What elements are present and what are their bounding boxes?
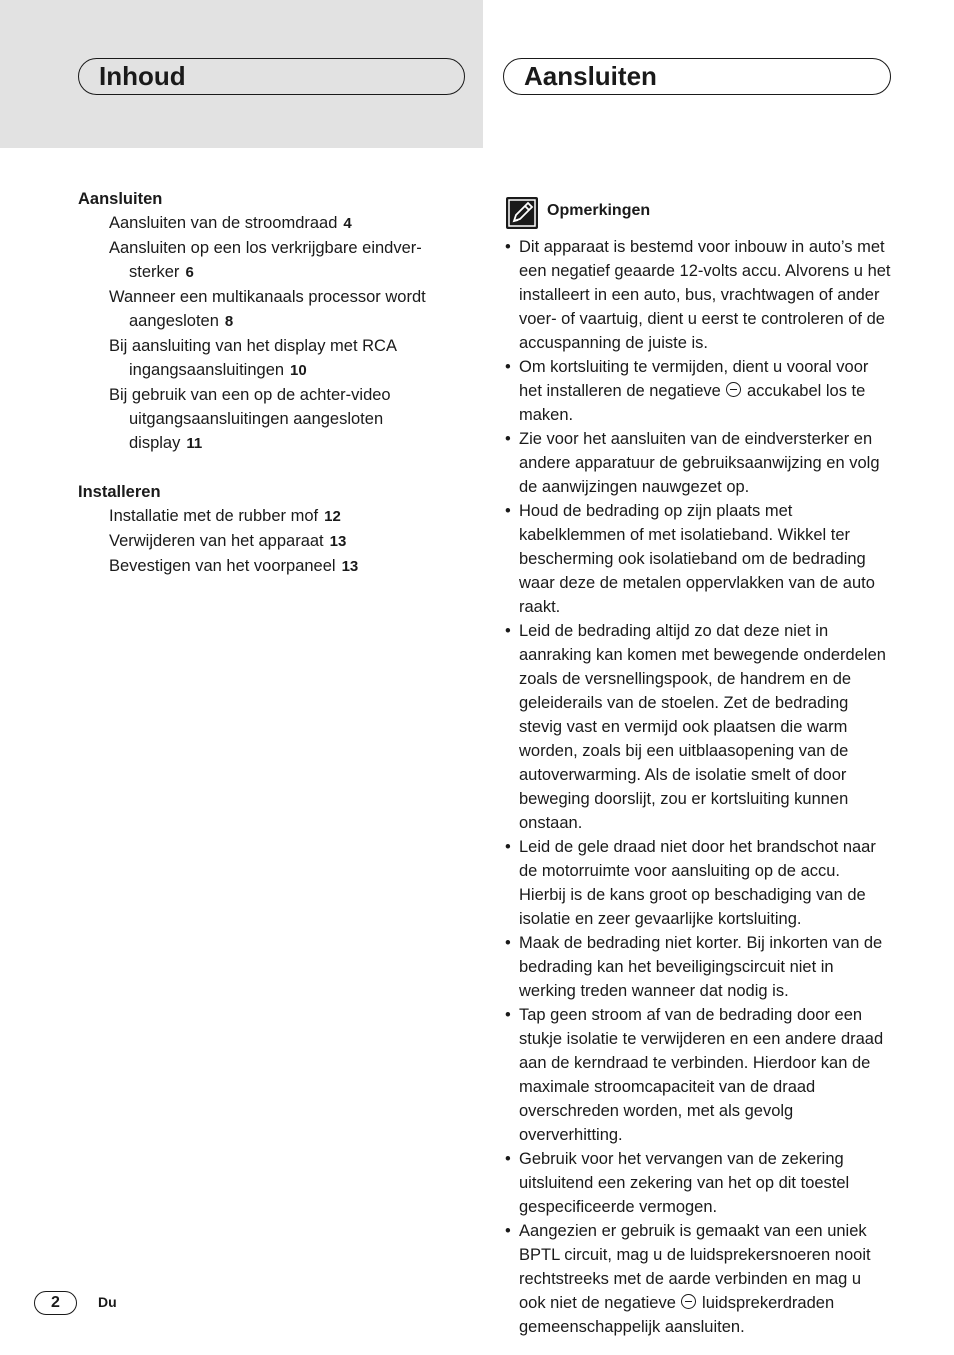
toc-entry-line: Verwijderen van het apparaat: [109, 532, 324, 550]
language-code: Du: [98, 1294, 117, 1310]
note-item: • Leid de bedrading altijd zo dat deze niet in aanraking kan komen met bewegende onderdelen zoals de versnellingspook, de handrem en de geleiderails van de stoelen. Zet de bedrading stevig vast en vermijd ook plaatsen die warm worden, zoals bij een uitblaasopening van de autoverwarming. Als de isolatie smelt of door beweging doorslijt, zou er kortsluiting kunnen onstaan.: [505, 619, 891, 835]
note-item: • Houd de bedrading op zijn plaats met kabelklemmen of met isolatieband. Wikkel ter bescherming ook isolatieband om de bedrading waar deze de metalen oppervlakken van de auto raakt.: [505, 499, 891, 619]
note-item: • Leid de gele draad niet door het brandschot naar de motorruimte voor aansluiting op de accu. Hierbij is de kans groot op beschadiging van de isolatie en zeer gevaarlijke kortsluiting.: [505, 835, 891, 931]
toc-section-title: Aansluiten: [78, 190, 163, 208]
toc-page-number: 6: [185, 264, 194, 281]
toc-entry[interactable]: [78, 504, 473, 529]
note-item: • Gebruik voor het vervangen van de zekering uitsluitend een zekering van het op dit toestel gespecificeerde vermogen.: [505, 1147, 891, 1219]
toc-entry-line: Aansluiten van de stroomdraad: [109, 214, 338, 232]
page-number: 2: [34, 1291, 77, 1315]
note-item: • Tap geen stroom af van de bedrading door een stukje isolatie te verwijderen en een andere draad aan de kerndraad te verbinden. Hierdoor kan de maximale stroomcapaciteit van de draad overschreden worden, met als gevolg oververhitting.: [505, 1003, 891, 1147]
toc-entry-line: ingangsaansluitingen: [129, 361, 285, 379]
section-title-aansluiten: Aansluiten: [503, 58, 891, 95]
note-text: accukabel los te maken.: [519, 382, 866, 424]
note-item: • Zie voor het aansluiten van de eindversterker en andere apparatuur de gebruiksaanwijzing en volg de aanwijzingen nauwgezet op.: [505, 427, 891, 499]
toc-page-number: 4: [343, 215, 352, 232]
toc-entry[interactable]: [78, 554, 473, 579]
notes-title: Opmerkingen: [547, 202, 651, 219]
note-item: [505, 355, 891, 427]
toc-page-number: 13: [341, 558, 359, 575]
toc-entry[interactable]: [78, 285, 473, 334]
pencil-icon: [506, 197, 538, 229]
toc-entry-line: Bevestigen van het voorpaneel: [109, 557, 336, 575]
note-item: • Maak de bedrading niet korter. Bij inkorten van de bedrading kan het beveiligingscircuit niet in werking treden wanneer dat nodig is.: [505, 931, 891, 1003]
toc-section: [78, 480, 473, 579]
toc-entry-line: aangesloten: [129, 312, 219, 330]
note-text: Om kortsluiting te vermijden, dient u vooral voor het installeren de negatieve: [519, 358, 869, 400]
toc-entry[interactable]: [78, 236, 473, 285]
toc-section-title: Installeren: [78, 483, 161, 501]
toc-entry-line: Bij gebruik van een op de achter-video: [109, 386, 391, 404]
notes-list: [505, 235, 891, 1339]
note-item: • Dit apparaat is bestemd voor inbouw in auto’s met een negatief geaarde 12-volts accu. Alvorens u het installeert in een auto, bus, vrachtwagen of ander voer- of vaartuig, dient u eerst te controleren of de accuspanning de juiste is.: [505, 235, 891, 355]
toc-entry-line: sterker: [129, 263, 180, 281]
toc-page-number: 11: [186, 435, 203, 452]
toc-entry-line: Bij aansluiting van het display met RCA: [109, 337, 397, 355]
toc-page-number: 13: [329, 533, 347, 550]
note-text: luidsprekerdraden gemeenschappelijk aansluiten.: [519, 1294, 835, 1336]
toc-entry-line: display: [129, 434, 181, 452]
toc-entry-line: Installatie met de rubber mof: [109, 507, 319, 525]
toc-entry-line: uitgangsaansluitingen aangesloten: [129, 410, 384, 428]
toc-entry[interactable]: [78, 529, 473, 554]
table-of-contents: [78, 187, 473, 579]
toc-section: [78, 187, 473, 456]
toc-entry[interactable]: [78, 383, 473, 456]
negative-terminal-icon: [681, 1294, 696, 1309]
toc-entry[interactable]: [78, 211, 473, 236]
toc-page-number: 10: [290, 362, 307, 379]
note-item: [505, 1219, 891, 1339]
toc-entry-line: Aansluiten op een los verkrijgbare eindver-: [109, 239, 422, 257]
toc-entry[interactable]: [78, 334, 473, 383]
toc-entry-line: Wanneer een multikanaals processor wordt: [109, 288, 426, 306]
negative-terminal-icon: [726, 382, 741, 397]
note-text: Aangezien er gebruik is gemaakt van een uniek BPTL circuit, mag u de luidsprekersnoeren nooit rechtstreeks met de aarde verbinden en mag u ook niet de negatieve: [519, 1222, 871, 1312]
toc-page-number: 12: [324, 508, 341, 525]
section-title-inhoud: Inhoud: [78, 58, 465, 95]
toc-page-number: 8: [224, 313, 234, 330]
